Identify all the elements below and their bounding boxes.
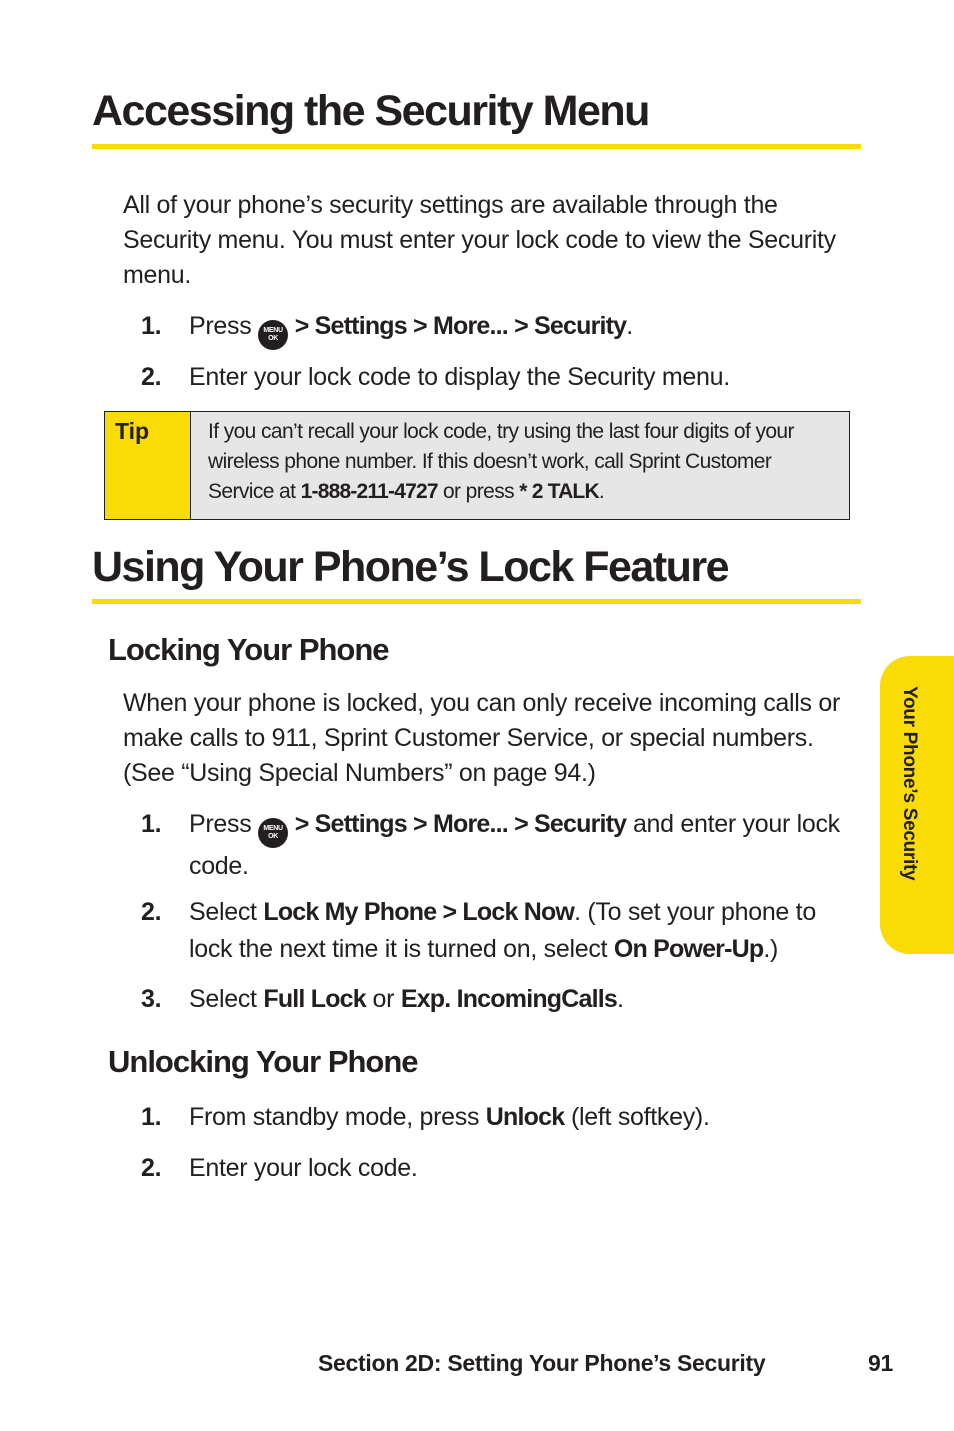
- locking-intro-paragraph: When your phone is locked, you can only receive incoming calls or make calls to 911, Sprint Customer Service, or special numbers. (See “Using Special Numbers” on page 94.): [123, 689, 840, 787]
- security-intro-paragraph: All of your phone’s security settings are available through the Security menu. You must enter your lock code to view the Security menu.: [123, 191, 836, 289]
- step-text: [189, 894, 861, 968]
- step-rest: and enter your lock code.: [189, 810, 840, 880]
- press-label: Press: [189, 810, 252, 838]
- option-name: On Power-Up: [613, 935, 764, 963]
- step-rest: . (To set your phone to lock the next time it is turned on, select: [189, 898, 816, 963]
- title-underline: [92, 599, 861, 604]
- page-number: 91: [868, 1350, 893, 1376]
- step-text: [189, 1099, 861, 1136]
- step-text: Enter your lock code.: [189, 1154, 418, 1182]
- menu-ok-key-icon: MENU OK: [258, 320, 288, 350]
- section-title-security-menu: Accessing the Security Menu: [92, 87, 649, 135]
- chapter-side-tab: [880, 656, 954, 954]
- step-number: 1.: [141, 312, 162, 340]
- step-number: 2.: [141, 898, 162, 926]
- section-title-lock-feature: Using Your Phone’s Lock Feature: [92, 543, 729, 591]
- subheading-unlocking: Unlocking Your Phone: [108, 1044, 418, 1079]
- menu-path: > Settings > More... > Security: [294, 312, 627, 340]
- step-text: [189, 806, 861, 885]
- tip-phone-number: 1-888-211-4727: [300, 480, 438, 503]
- tip-label-cell: [105, 412, 191, 519]
- step-end: .: [617, 985, 624, 1013]
- tip-mid: or press: [442, 480, 515, 503]
- footer-section-label: Section 2D: Setting Your Phone’s Security: [318, 1350, 766, 1376]
- step-text: [189, 981, 861, 1018]
- tip-text: [208, 417, 838, 507]
- tip-keys: * 2 TALK: [519, 480, 599, 503]
- step-number: 3.: [141, 985, 162, 1013]
- tip-label: Tip: [115, 418, 150, 444]
- menu-path: > Settings > More... > Security: [294, 810, 627, 838]
- tip-end: .: [598, 480, 605, 503]
- or-label: or: [372, 985, 395, 1013]
- tip-body: If you can’t recall your lock code, try using the last four digits of your wireless phone number. If this doesn’t work, call Sprint Customer Service at: [208, 420, 794, 503]
- side-tab-label: Your Phone’s Security: [899, 686, 920, 881]
- step-number: 1.: [141, 810, 162, 838]
- step-number: 1.: [141, 1103, 162, 1131]
- menu-path: Lock My Phone > Lock Now: [263, 898, 575, 926]
- select-label: Select: [189, 985, 257, 1013]
- subheading-locking: Locking Your Phone: [108, 632, 389, 667]
- select-label: Select: [189, 898, 257, 926]
- step-pre: From standby mode, press: [189, 1103, 480, 1131]
- option-name: Exp. IncomingCalls: [400, 985, 618, 1013]
- press-label: Press: [189, 312, 252, 340]
- title-underline: [92, 144, 861, 149]
- step-end: .): [763, 935, 779, 963]
- softkey-name: Unlock: [485, 1103, 565, 1131]
- step-text: [189, 308, 861, 350]
- step-number: 2.: [141, 1154, 162, 1182]
- step-rest: (left softkey).: [571, 1103, 710, 1131]
- tip-box: [104, 411, 850, 520]
- step-end: .: [626, 312, 633, 340]
- menu-ok-key-icon: MENU OK: [258, 818, 288, 848]
- step-number: 2.: [141, 363, 162, 391]
- option-name: Full Lock: [263, 985, 366, 1013]
- step-text: Enter your lock code to display the Security menu.: [189, 363, 730, 391]
